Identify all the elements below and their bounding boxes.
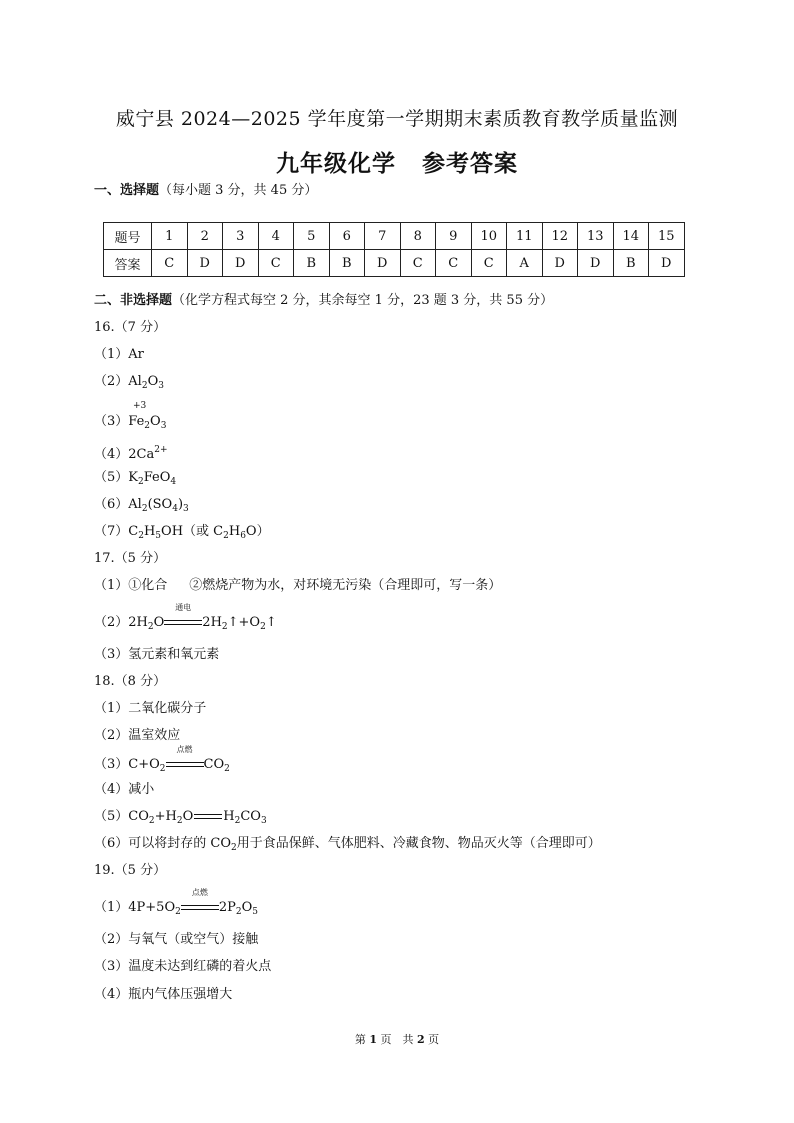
table-row-answers: [104, 250, 685, 277]
table-cell: B: [329, 250, 365, 277]
table-cell: 6: [329, 223, 365, 250]
q19-answer-2: （2）与氧气（或空气）接触: [94, 932, 259, 947]
table-cell: C: [152, 250, 188, 277]
subject-title: 九年级化学: [276, 150, 396, 177]
table-cell: 5: [294, 223, 330, 250]
table-cell: D: [578, 250, 614, 277]
table-cell: C: [471, 250, 507, 277]
table-cell: 1: [152, 223, 188, 250]
q18-answer-2: （2）温室效应: [94, 728, 181, 743]
page-footer: 第 1 页 共 2 页: [354, 1033, 440, 1046]
table-header-cell: 题号: [104, 223, 152, 250]
q19-answer-1: $(1)4P+5O_2$ 点燃 $2P_2O_5$: [94, 888, 259, 917]
page-title: [0, 145, 794, 178]
table-cell: 9: [436, 223, 472, 250]
section2-heading: 二、非选择题（化学方程式每空 2 分，其余每空 1 分，23 题 3 分，共 55 分）: [94, 293, 554, 308]
table-cell: 15: [649, 223, 685, 250]
table-cell: 10: [471, 223, 507, 250]
table-header-cell: 答案: [104, 250, 152, 277]
table-cell: D: [542, 250, 578, 277]
q19-answer-3: （3）温度未达到红磷的着火点: [94, 959, 272, 974]
equation-condition: 点燃: [166, 756, 204, 774]
table-row-numbers: [104, 223, 685, 250]
table-cell: D: [187, 250, 223, 277]
q18-answer-6: （6）可以将封存的 $CO_2$用于食品保鲜、气体肥料、冷藏食物、物品灭火等（合理即可）: [94, 836, 601, 853]
q16-answer-4: $(4)2Ca^{2+}$: [94, 445, 168, 462]
table-cell: D: [223, 250, 259, 277]
table-cell: 2: [187, 223, 223, 250]
table-cell: B: [294, 250, 330, 277]
table-cell: 14: [613, 223, 649, 250]
answer-key-title: 参考答案: [422, 150, 518, 177]
equation-condition: 点燃: [181, 899, 219, 917]
q17-answer-1: （1）①化合 ②燃烧产物为水，对环境无污染（合理即可，写一条）: [94, 578, 502, 593]
valence-mark: +3: [133, 401, 147, 411]
q18-title: 18.（8 分）: [94, 674, 167, 689]
q19-answer-4: （4）瓶内气体压强增大: [94, 987, 233, 1002]
q16-title: 16.（7 分）: [94, 320, 167, 335]
equals-sign: [194, 814, 222, 819]
table-cell: 11: [507, 223, 543, 250]
q17-answer-3: （3）氢元素和氧元素: [94, 647, 220, 662]
table-cell: C: [400, 250, 436, 277]
q19-title: 19.（5 分）: [94, 863, 167, 878]
table-cell: 8: [400, 223, 436, 250]
table-cell: A: [507, 250, 543, 277]
q16-answer-1: （1）Ar: [94, 347, 144, 362]
table-cell: 4: [258, 223, 294, 250]
table-cell: 3: [223, 223, 259, 250]
table-cell: 12: [542, 223, 578, 250]
table-cell: 13: [578, 223, 614, 250]
answer-table: [103, 222, 685, 277]
q17-answer-2: $(2)2H_2O$ 通电 $2H_2↑+O_2↑$: [94, 603, 277, 632]
q18-answer-1: （1）二氧化碳分子: [94, 701, 207, 716]
table-cell: B: [613, 250, 649, 277]
table-cell: 7: [365, 223, 401, 250]
q18-answer-4: （4）减小: [94, 782, 155, 797]
q16-answer-6: $(6)Al_2(SO_4)_3$: [94, 497, 189, 514]
q16-answer-5: $(5)K_2FeO_4$: [94, 470, 177, 487]
table-cell: D: [649, 250, 685, 277]
q18-answer-3: $(3)C+O_2$ 点燃 $CO_2$: [94, 745, 230, 774]
q18-answer-5: $(5)CO_2+H_2O$ $H_2CO_3$: [94, 809, 267, 826]
q16-answer-2: $(2)Al_2O_3$: [94, 374, 164, 391]
table-cell: D: [365, 250, 401, 277]
equation-condition: 通电: [164, 614, 202, 632]
table-cell: C: [436, 250, 472, 277]
q16-answer-7: $(7)C_2H_5OH$（或 $C_2H_6O$）: [94, 524, 270, 541]
q16-answer-3: $(3)Fe_2O_3$: [94, 414, 167, 431]
table-cell: C: [258, 250, 294, 277]
exam-title: 威宁县 2024—2025 学年度第一学期期末素质教育教学质量监测: [115, 108, 679, 130]
section1-heading: 一、选择题（每小题 3 分，共 45 分）: [94, 183, 318, 198]
q17-title: 17.（5 分）: [94, 551, 167, 566]
